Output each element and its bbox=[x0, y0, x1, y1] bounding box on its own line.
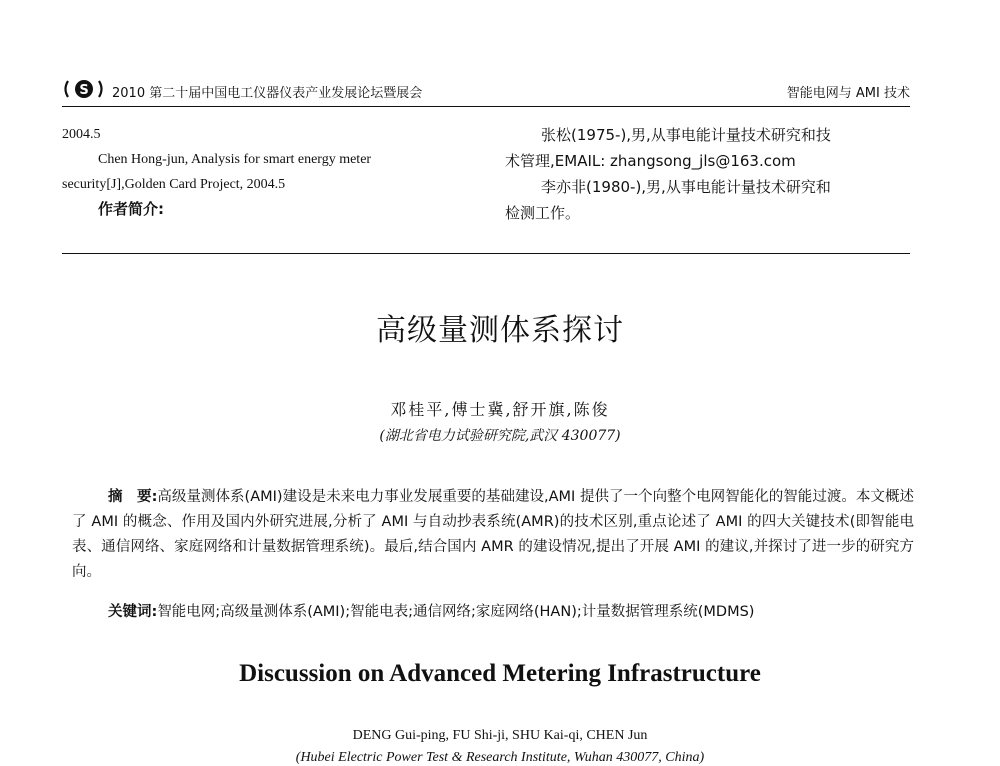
abstract bbox=[72, 485, 914, 585]
bio-2-line1: 李亦非(1980-),男,从事电能计量技术研究和 bbox=[541, 178, 831, 196]
reference-date: 2004.5 bbox=[62, 127, 101, 142]
author-bios-column bbox=[505, 122, 915, 226]
conference-logo-icon bbox=[62, 78, 106, 100]
keywords-label: 关键词: bbox=[108, 604, 158, 620]
references-column bbox=[62, 122, 482, 222]
author-bio-heading: 作者简介: bbox=[98, 200, 164, 218]
abstract-text: 高级量测体系(AMI)建设是未来电力事业发展重要的基础建设,AMI 提供了一个向整个电网智能化的智能过渡。本文概述了 AMI 的概念、作用及国内外研究进展,分析了 AMI 与自动抄表系统(AMR)的技术区别,重点论述了 AMI 的四大关键技术(即智能电表、通信网络、家庭网络和计量数据管理系统)。最后,结合国内 AMR 的建设情况,提出了开展 AMI 的建议,并探讨了进一步的研究方向。 bbox=[72, 489, 914, 580]
conference-name: 2010 第二十届中国电工仪器仪表产业发展论坛暨展会 bbox=[112, 86, 423, 101]
authors-en: DENG Gui-ping, FU Shi-ji, SHU Kai-qi, CHEN Jun bbox=[352, 728, 648, 743]
section-rule bbox=[62, 253, 910, 254]
svg-text:S: S bbox=[79, 83, 89, 98]
bio-1-line2: 术管理,EMAIL: zhangsong_jls@163.com bbox=[505, 152, 796, 170]
affiliation-en: (Hubei Electric Power Test & Research Institute, Wuhan 430077, China) bbox=[295, 750, 705, 765]
reference-entry-line1: Chen Hong-jun, Analysis for smart energy meter bbox=[98, 152, 372, 167]
affiliation-cn: (湖北省电力试验研究院,武汉 430077) bbox=[379, 428, 621, 444]
keywords-text: 智能电网;高级量测体系(AMI);智能电表;通信网络;家庭网络(HAN);计量数据管理系统(MDMS) bbox=[157, 604, 755, 620]
running-header bbox=[62, 76, 910, 104]
authors-cn: 邓桂平,傅士冀,舒开旗,陈俊 bbox=[390, 400, 610, 419]
bio-2-line2: 检测工作。 bbox=[505, 204, 581, 222]
section-name: 智能电网与 AMI 技术 bbox=[786, 86, 910, 101]
reference-entry-line2: security[J],Golden Card Project, 2004.5 bbox=[62, 177, 286, 192]
paper-title-cn: 高级量测体系探讨 bbox=[376, 313, 624, 348]
paper-title-en: Discussion on Advanced Metering Infrastructure bbox=[239, 660, 761, 687]
keywords bbox=[72, 600, 914, 625]
abstract-label: 摘 要: bbox=[108, 489, 158, 505]
header-rule bbox=[62, 106, 910, 107]
bio-1-line1: 张松(1975-),男,从事电能计量技术研究和技 bbox=[541, 126, 831, 144]
